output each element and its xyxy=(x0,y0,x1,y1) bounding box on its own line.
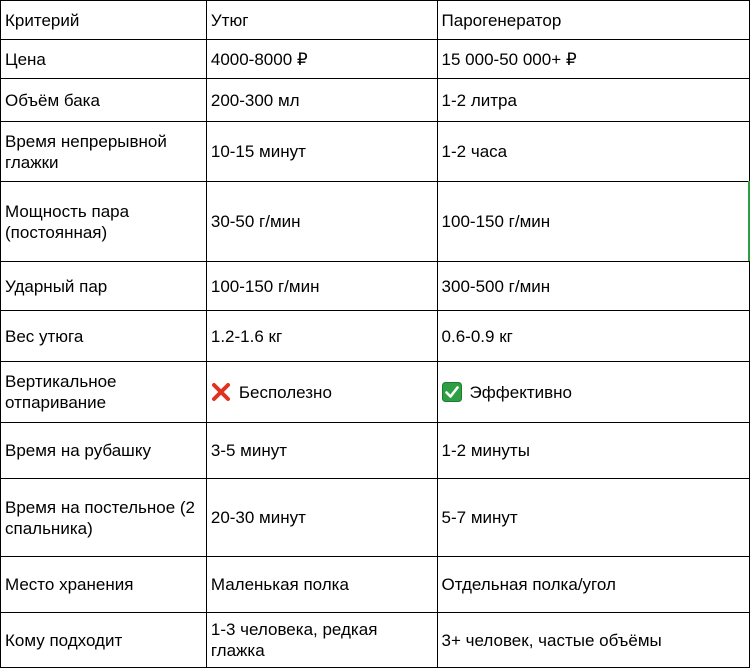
iron-cell: 200-300 мл xyxy=(206,79,437,122)
criterion-cell: Кому подходит xyxy=(1,613,207,668)
iron-cell: 3-5 минут xyxy=(206,423,437,479)
iron-cell: 1.2-1.6 кг xyxy=(206,311,437,362)
steam-cell: 3+ человек, частые объёмы xyxy=(437,613,749,668)
steam-cell: 1-2 часа xyxy=(437,122,749,182)
iron-cell: 20-30 минут xyxy=(206,479,437,557)
steam-cell: 100-150 г/мин xyxy=(437,182,749,262)
iron-cell: 4000-8000 ₽ xyxy=(206,40,437,79)
cell-selection-edge xyxy=(748,181,750,261)
criterion-cell: Цена xyxy=(1,40,207,79)
iron-cell: 10-15 минут xyxy=(206,122,437,182)
table-row xyxy=(1,557,750,613)
iron-vertical-steam-value: Бесполезно xyxy=(238,382,332,402)
table-header-row xyxy=(1,1,750,40)
iron-cell: 30-50 г/мин xyxy=(206,182,437,262)
steam-cell: 0.6-0.9 кг xyxy=(437,311,749,362)
table-row xyxy=(1,613,750,668)
criterion-cell: Время на постельное (2 спальника) xyxy=(1,479,207,557)
red-cross-mark-icon xyxy=(211,382,231,402)
criterion-cell: Объём бака xyxy=(1,79,207,122)
steam-cell: 1-2 минуты xyxy=(437,423,749,479)
table-row xyxy=(1,262,750,311)
criterion-cell: Время непрерывной глажки xyxy=(1,122,207,182)
steam-cell: Отдельная полка/угол xyxy=(437,557,749,613)
iron-cell: 1-3 человека, редкая глажка xyxy=(206,613,437,668)
table-row xyxy=(1,182,750,262)
steam-cell: 5-7 минут xyxy=(437,479,749,557)
criterion-cell: Место хранения xyxy=(1,557,207,613)
table-row xyxy=(1,362,750,423)
steam-cell: 15 000-50 000+ ₽ xyxy=(437,40,749,79)
header-iron: Утюг xyxy=(206,1,437,40)
table-row xyxy=(1,479,750,557)
steam-cell: 300-500 г/мин xyxy=(437,262,749,311)
iron-cell: 100-150 г/мин xyxy=(206,262,437,311)
iron-cell xyxy=(206,362,437,423)
criterion-cell: Ударный пар xyxy=(1,262,207,311)
criterion-cell: Мощность пара (постоянная) xyxy=(1,182,207,262)
steam-cell xyxy=(437,362,749,423)
green-check-mark-icon xyxy=(442,382,462,402)
table-row xyxy=(1,79,750,122)
header-criterion: Критерий xyxy=(1,1,207,40)
criterion-cell: Время на рубашку xyxy=(1,423,207,479)
steam-vertical-steam-value: Эффективно xyxy=(469,382,572,402)
steam-cell: 1-2 литра xyxy=(437,79,749,122)
table-row xyxy=(1,311,750,362)
criterion-cell: Вес утюга xyxy=(1,311,207,362)
table-row xyxy=(1,122,750,182)
table-row xyxy=(1,423,750,479)
header-steam-generator: Парогенератор xyxy=(437,1,749,40)
criterion-cell: Вертикальное отпаривание xyxy=(1,362,207,423)
table-row xyxy=(1,40,750,79)
iron-cell: Маленькая полка xyxy=(206,557,437,613)
